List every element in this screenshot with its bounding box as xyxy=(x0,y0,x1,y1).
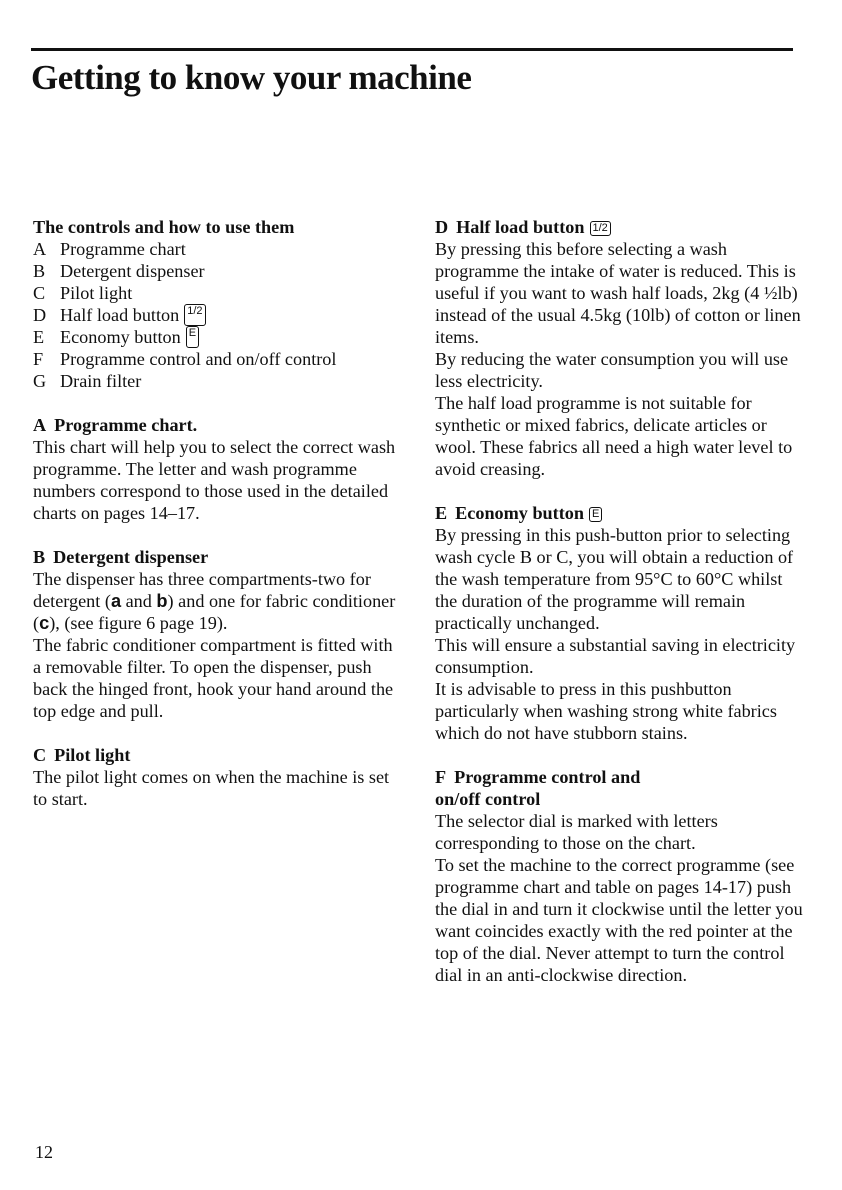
section-b-body-2: The fabric conditioner compartment is fitted with a removable filter. To open the dispenser, push back the hinged front, hook your hand around the top edge and pull. xyxy=(33,635,394,721)
section-title: Pilot light xyxy=(54,745,131,765)
list-item xyxy=(33,326,405,348)
section-f-heading xyxy=(435,766,805,788)
section-title: Detergent dispenser xyxy=(53,547,209,567)
item-key: A xyxy=(33,239,47,259)
section-title: Economy button xyxy=(455,503,584,523)
controls-heading: The controls and how to use them xyxy=(33,217,295,237)
section-b-body xyxy=(33,568,405,634)
item-key: G xyxy=(33,371,47,391)
list-item xyxy=(33,282,405,304)
left-column xyxy=(33,216,405,832)
section-c-heading xyxy=(33,744,405,766)
section-a-body: This chart will help you to select the correct wash programme. The letter and wash programme numbers correspond to those used in the detailed charts on pages 14–17. xyxy=(33,437,396,523)
item-text: Half load button xyxy=(60,305,180,325)
item-text: Detergent dispenser xyxy=(60,261,205,281)
section-title: Programme chart. xyxy=(54,415,198,435)
item-key: D xyxy=(33,305,47,325)
half-load-symbol-icon: 1/2 xyxy=(590,221,611,236)
list-item xyxy=(33,304,405,326)
item-text: Drain filter xyxy=(60,371,142,391)
section-key: A xyxy=(33,415,47,435)
economy-symbol-icon: E xyxy=(186,326,199,348)
section-e-body-2: This will ensure a substantial saving in electricity consumption. xyxy=(435,635,796,677)
label-b: b xyxy=(156,591,168,611)
section-c-body: The pilot light comes on when the machine is set to start. xyxy=(33,767,390,809)
section-title: Programme control and xyxy=(454,767,641,787)
body-text: The dispenser has three compartments-two for detergent ( xyxy=(33,569,371,611)
section-e-body-1: By pressing in this push-button prior to selecting wash cycle B or C, you will obtain a reduction of the wash temperature from 95°C to 60°C whilst the duration of the programme will remain practically unchanged. xyxy=(435,525,794,633)
section-d-body-3: The half load programme is not suitable for synthetic or mixed fabrics, delicate articles or wool. These fabrics all need a high water level to avoid creasing. xyxy=(435,393,793,479)
item-text: Programme control and on/off control xyxy=(60,349,337,369)
section-e-body-3: It is advisable to press in this pushbutton particularly when washing strong white fabrics which do not have stubborn stains. xyxy=(435,679,777,743)
controls-section xyxy=(33,216,405,392)
section-f-body-2: To set the machine to the correct programme (see programme chart and table on pages 14-17) push the dial in and turn it clockwise until the letter you want coincides exactly with the red pointer at the top of the dial. Never attempt to turn the control dial in an anti-clockwise direction. xyxy=(435,855,803,985)
section-b xyxy=(33,546,405,722)
section-a-heading xyxy=(33,414,405,436)
section-e-heading xyxy=(435,502,805,524)
section-key: B xyxy=(33,547,46,567)
list-item xyxy=(33,238,405,260)
section-c xyxy=(33,744,405,810)
item-key: F xyxy=(33,349,44,369)
section-e xyxy=(435,502,805,744)
section-a xyxy=(33,414,405,524)
section-d xyxy=(435,216,805,480)
section-key: F xyxy=(435,767,447,787)
list-item xyxy=(33,260,405,282)
body-text: ) and one for fabric conditioner ( xyxy=(33,591,396,633)
section-title: Half load button xyxy=(456,217,585,237)
economy-symbol-icon: E xyxy=(589,507,602,522)
header-rule xyxy=(31,48,793,51)
right-column xyxy=(435,216,805,986)
list-item xyxy=(33,370,405,392)
item-text: Economy button xyxy=(60,327,181,347)
item-text: Programme chart xyxy=(60,239,186,259)
section-key: E xyxy=(435,503,448,523)
controls-list xyxy=(33,238,405,392)
body-text: ), (see figure 6 page 19). xyxy=(49,613,228,633)
section-d-heading xyxy=(435,216,805,238)
page-title: Getting to know your machine xyxy=(31,58,472,97)
label-c: c xyxy=(39,613,50,633)
body-text: and xyxy=(121,591,157,611)
half-load-symbol-icon: 1/2 xyxy=(184,304,205,326)
section-f xyxy=(435,766,805,986)
item-key: C xyxy=(33,283,46,303)
section-d-body-1: By pressing this before selecting a wash programme the intake of water is reduced. This is useful if you want to wash half loads, 2kg (4 ½lb) instead of the usual 4.5kg (10lb) of cotton or linen items. xyxy=(435,239,801,347)
section-f-body-1: The selector dial is marked with letters corresponding to those on the chart. xyxy=(435,811,718,853)
section-f-heading-2: on/off control xyxy=(435,789,541,809)
page-number: 12 xyxy=(35,1142,53,1162)
section-key: D xyxy=(435,217,449,237)
item-key: E xyxy=(33,327,45,347)
item-key: B xyxy=(33,261,46,281)
section-d-body-2: By reducing the water consumption you will use less electricity. xyxy=(435,349,789,391)
list-item xyxy=(33,348,405,370)
item-text: Pilot light xyxy=(60,283,133,303)
section-b-heading xyxy=(33,546,405,568)
label-a: a xyxy=(110,591,122,611)
section-key: C xyxy=(33,745,47,765)
